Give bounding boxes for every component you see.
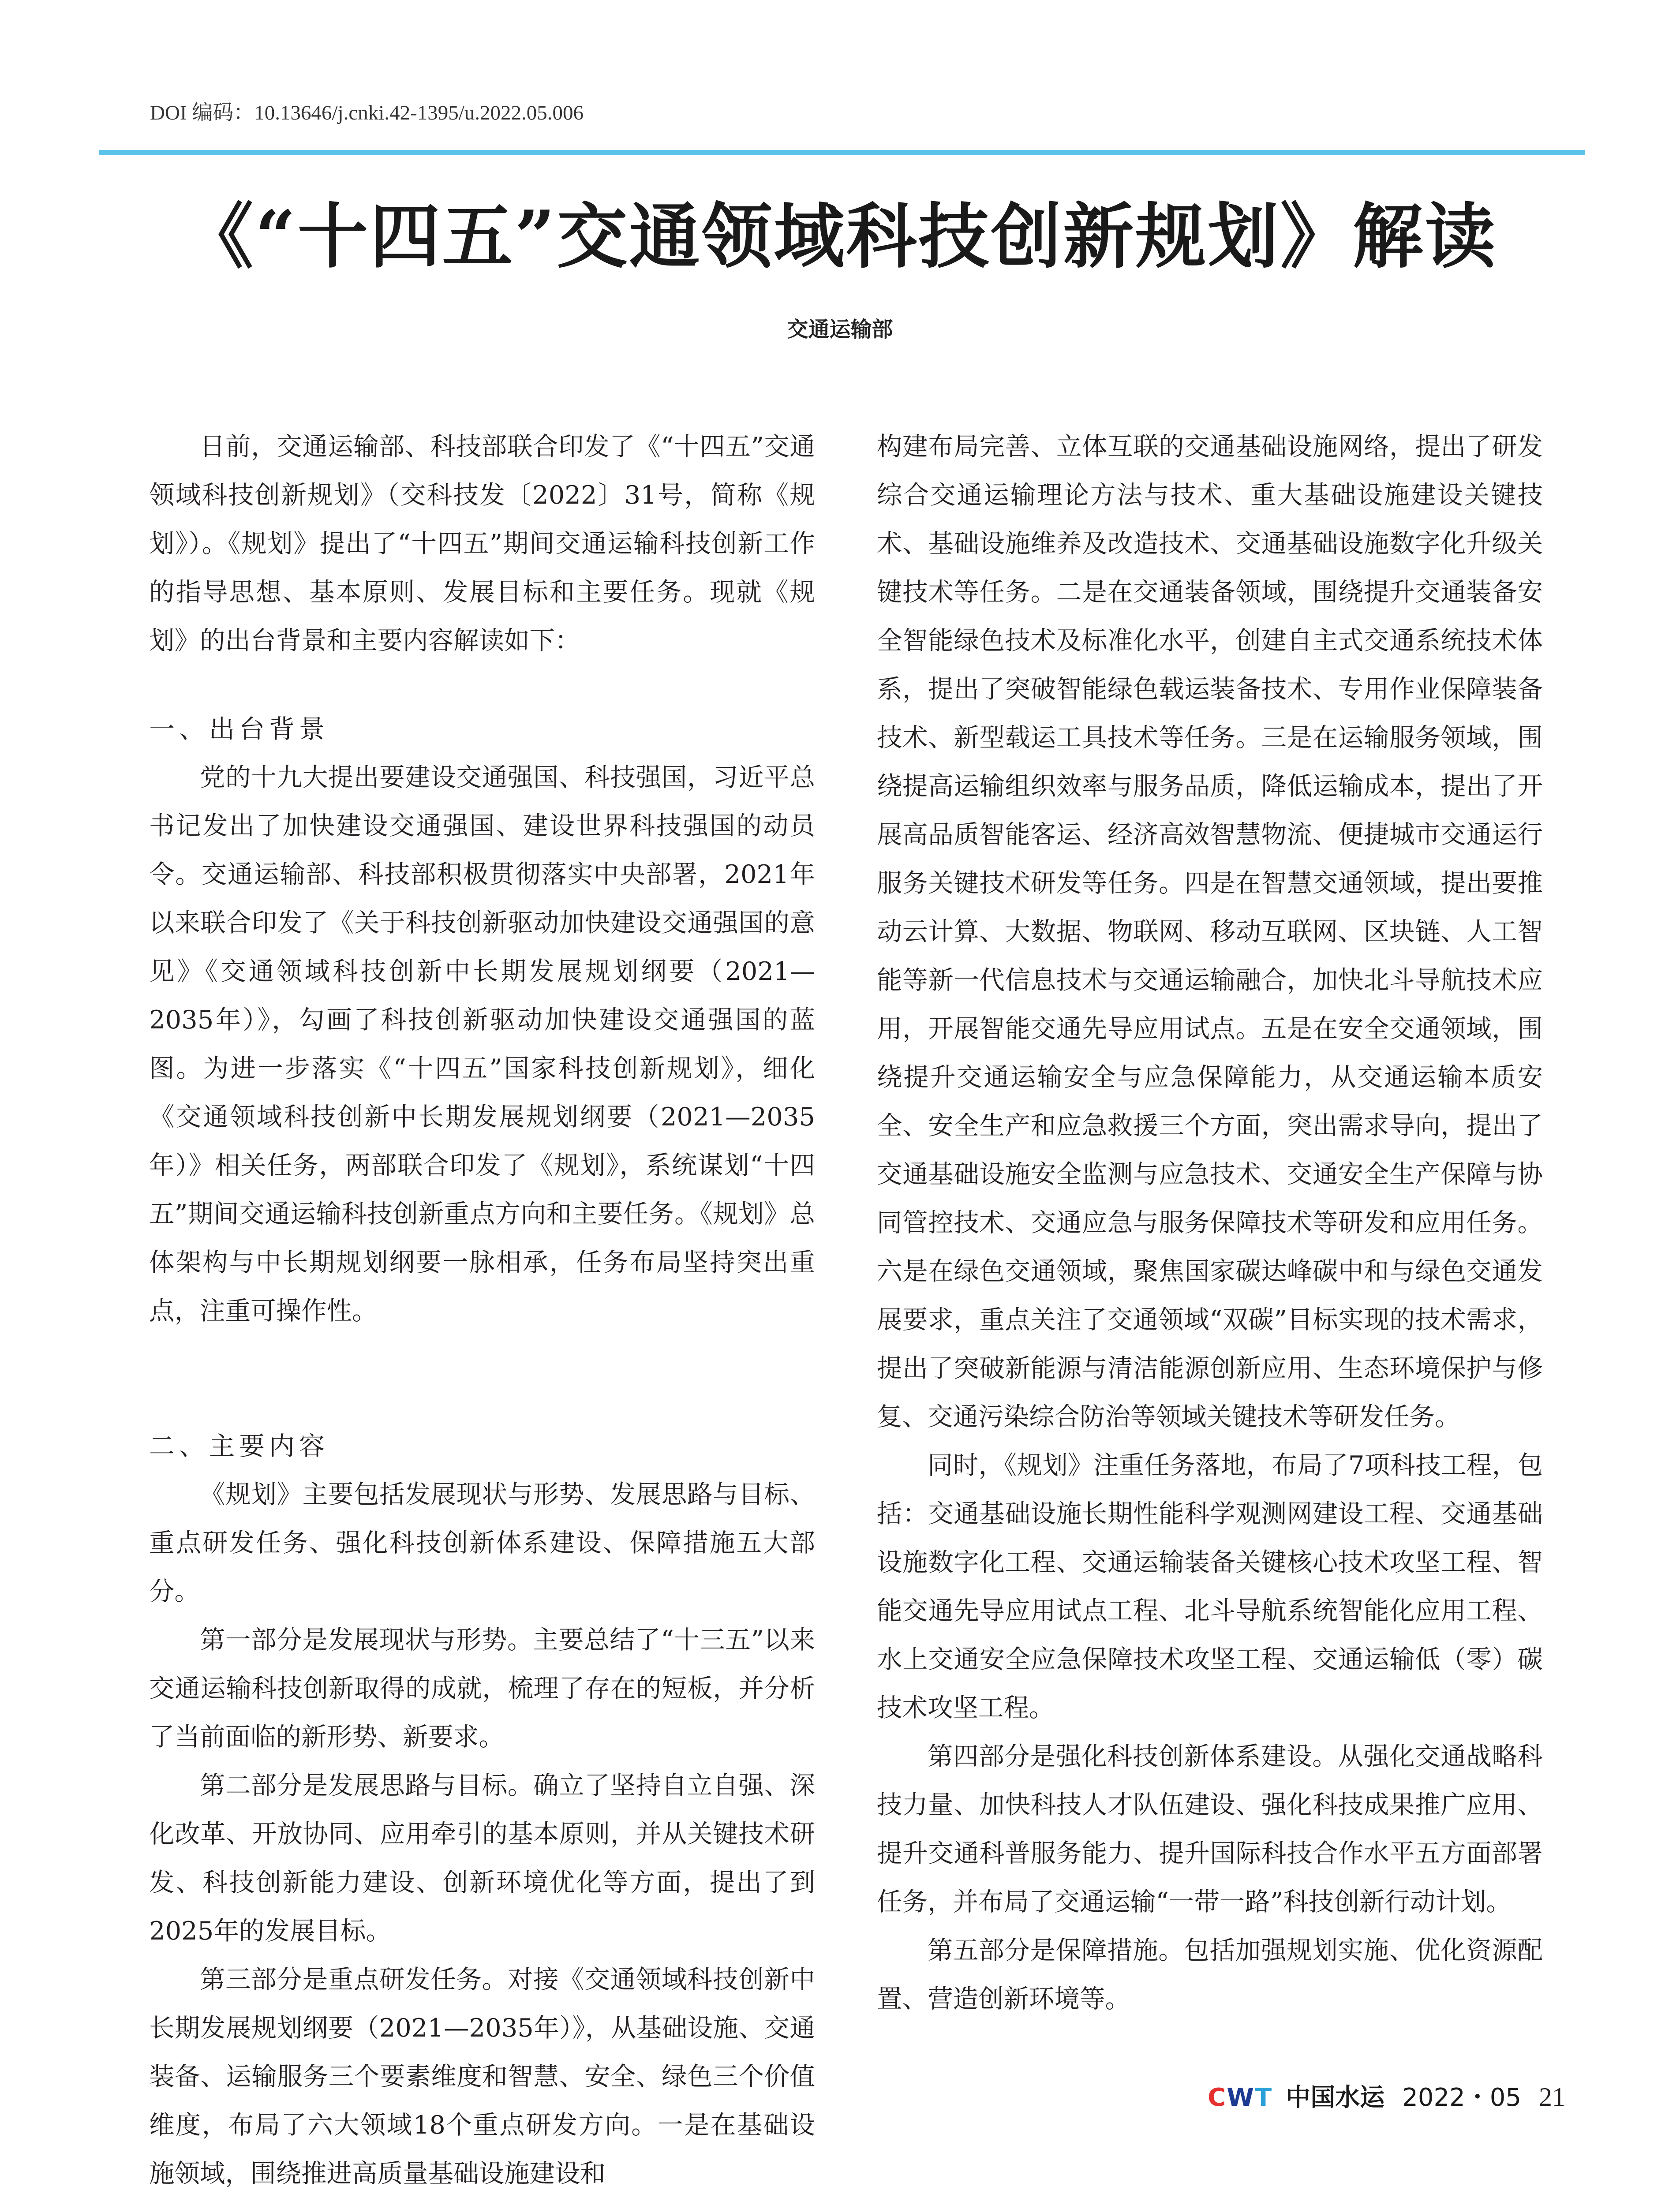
issue-number: 2022・05 — [1402, 2083, 1521, 2112]
content-paragraph-part1: 第一部分是发展现状与形势。主要总结了“十三五”以来交通运输科技创新取得的成就，梳理了存在的短板，并分析了当前面临的新形势、新要求。 — [149, 1625, 815, 1752]
intro-paragraph: 日前，交通运输部、科技部联合印发了《“十四五”交通领域科技创新规划》（交科技发〔2022〕31号，简称《规划》）。《规划》提出了“十四五”期间交通运输科技创新工作的指导思想、基本原则、发展目标和主要任务。现就《规划》的出台背景和主要内容解读如下： — [149, 432, 815, 655]
article-author: 交通运输部 — [787, 317, 893, 342]
content-paragraph-part3-continued: 构建布局完善、立体互联的交通基础设施网络，提出了研发综合交通运输理论方法与技术、重大基础设施建设关键技术、基础设施维养及改造技术、交通基础设施数字化升级关键技术等任务。二是在交通装备领域，围绕提升交通装备安全智能绿色技术及标准化水平，创建自主式交通系统技术体系，提出了突破智能绿色载运装备技术、专用作业保障装备技术、新型载运工具技术等任务。三是在运输服务领域，围绕提高运输组织效率与服务品质，降低运输成本，提出了开展高品质智能客运、经济高效智慧物流、便捷城市交通运行服务关键技术研发等任务。四是在智慧交通领域，提出要推动云计算、大数据、物联网、移动互联网、区块链、人工智能等新一代信息技术与交通运输融合，加快北斗导航技术应用，开展智能交通先导应用试点。五是在安全交通领域，围绕提升交通运输安全与应急保障能力，从交通运输本质安全、安全生产和应急救援三个方面，突出需求导向，提出了交通基础设施安全监测与应急技术、交通安全生产保障与协同管控技术、交通应急与服务保障技术等研发和应用任务。六是在绿色交通领域，聚焦国家碳达峰碳中和与绿色交通发展要求，重点关注了交通领域“双碳”目标实现的技术需求，提出了突破新能源与清洁能源创新应用、生态环境保护与修复、交通污染综合防治等领域关键技术等研发任务。 — [877, 432, 1543, 1431]
content-paragraph-part3: 第三部分是重点研发任务。对接《交通领域科技创新中长期发展规划纲要（2021—2035年）》，从基础设施、交通装备、运输服务三个要素维度和智慧、安全、绿色三个价值维度，布局了六大领域18个重点研发方向。一是在基础设施领域，围绕推进高质量基础设施建设和 — [149, 1965, 815, 2188]
page-footer — [1208, 2078, 1565, 2113]
content-paragraph-projects: 同时，《规划》注重任务落地，布局了7项科技工程，包括：交通基础设施长期性能科学观测网建设工程、交通基础设施数字化工程、交通运输装备关键核心技术攻坚工程、智能交通先导应用试点工程、北斗导航系统智能化应用工程、水上交通安全应急保障技术攻坚工程、交通运输低（零）碳技术攻坚工程。 — [877, 1450, 1543, 1723]
right-column — [877, 422, 1543, 2023]
section-heading-content: 二、主要内容 — [149, 1431, 329, 1461]
content-paragraph-part2: 第二部分是发展思路与目标。确立了坚持自立自强、深化改革、开放协同、应用牵引的基本原则，并从关键技术研发、科技创新能力建设、创新环境优化等方面，提出了到2025年的发展目标。 — [149, 1771, 815, 1946]
cwt-logo: CWT — [1208, 2083, 1273, 2112]
doi-line: DOI 编码：10.13646/j.cnki.42-1395/u.2022.05.006 — [150, 101, 584, 124]
journal-name: 中国水运 — [1286, 2083, 1385, 2112]
header-rule — [99, 150, 1585, 155]
page-number: 21 — [1539, 2082, 1565, 2112]
section-heading-background: 一、出台背景 — [149, 714, 329, 744]
content-paragraph-part4: 第四部分是强化科技创新体系建设。从强化交通战略科技力量、加快科技人才队伍建设、强化科技成果推广应用、提升交通科普服务能力、提升国际科技合作水平五方面部署任务，并布局了交通运输“一带一路”科技创新行动计划。 — [877, 1742, 1543, 1917]
content-paragraph-overview: 《规划》主要包括发展现状与形势、发展思路与目标、重点研发任务、强化科技创新体系建设、保障措施五大部分。 — [149, 1480, 815, 1606]
background-paragraph: 党的十九大提出要建设交通强国、科技强国，习近平总书记发出了加快建设交通强国、建设世界科技强国的动员令。交通运输部、科技部积极贯彻落实中央部署，2021年以来联合印发了《关于科技创新驱动加快建设交通强国的意见》《交通领域科技创新中长期发展规划纲要（2021—2035年）》，勾画了科技创新驱动加快建设交通强国的蓝图。为进一步落实《“十四五”国家科技创新规划》，细化《交通领域科技创新中长期发展规划纲要（2021—2035年）》相关任务，两部联合印发了《规划》，系统谋划“十四五”期间交通运输科技创新重点方向和主要任务。《规划》总体架构与中长期规划纲要一脉相承，任务布局坚持突出重点，注重可操作性。 — [149, 762, 815, 1326]
content-paragraph-part5: 第五部分是保障措施。包括加强规划实施、优化资源配置、营造创新环境等。 — [877, 1936, 1543, 2014]
article-title: 《“十四五”交通领域科技创新规划》解读 — [183, 195, 1497, 278]
left-column — [149, 422, 815, 2198]
